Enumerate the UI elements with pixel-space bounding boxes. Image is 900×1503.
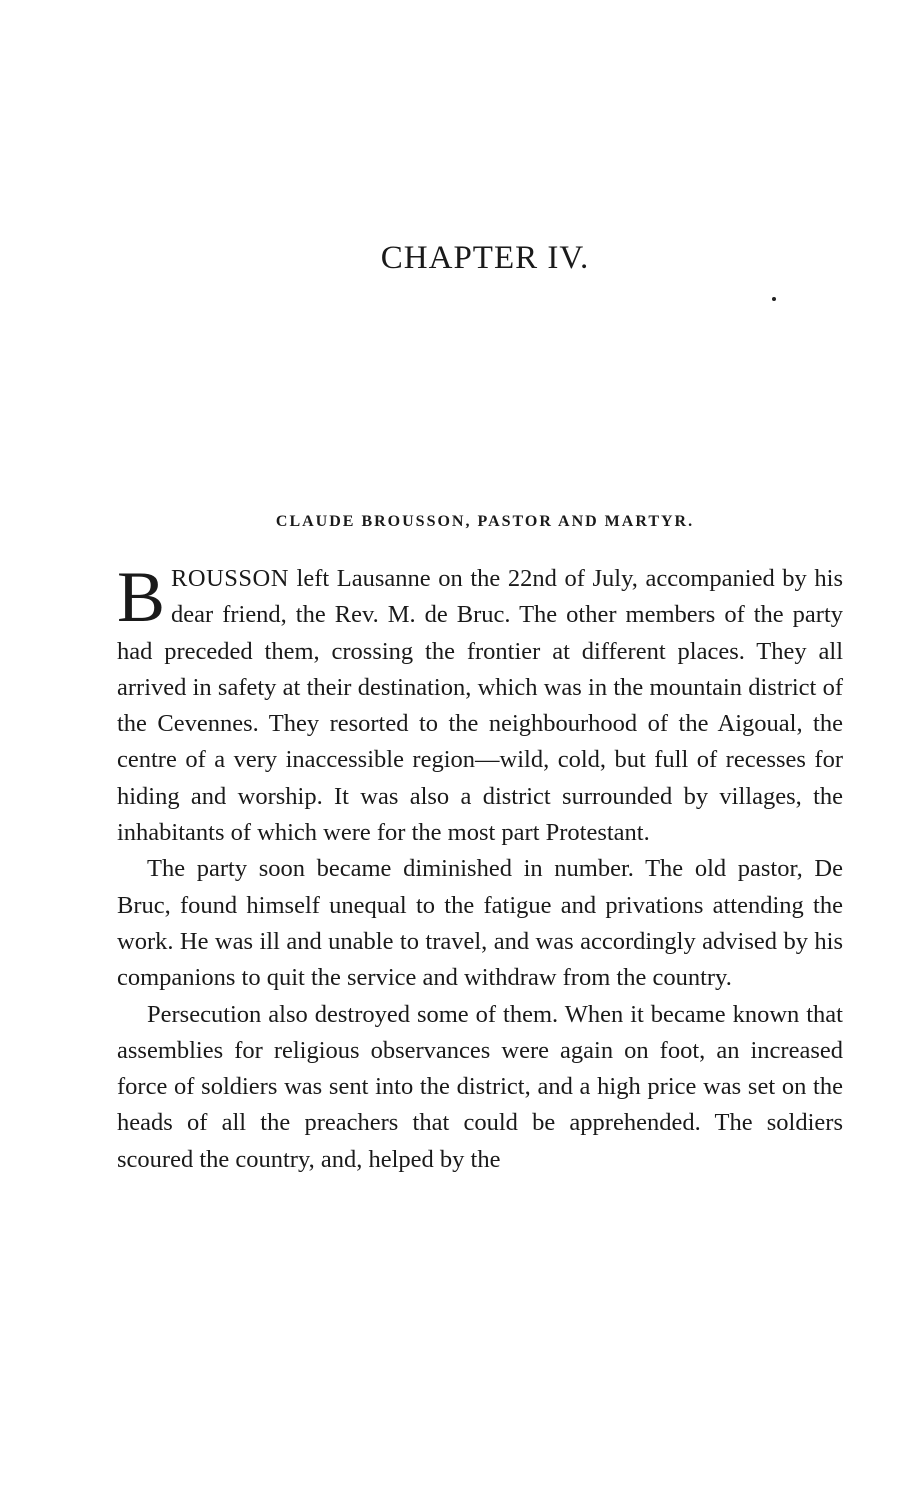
paragraph-3: Persecution also destroyed some of them. When it became known that assemblies for religious observances were again on foot, an increased force of soldiers was sent into the district, and a high price was set on the heads of all the preachers that could be apprehended. The soldiers scoured the country, and, helped by the [117,1000,843,1173]
paragraph-1-text: left Lausanne on the 22nd of July, accompanied by his dear friend, the Rev. M. de Bruc. The other members of the party had preceded them, crossing the frontier at different places. They all arrived in safety at their destination, which was in the mountain district of the Cevennes. They resorted to the neighbourhood of the Aigoual, the centre of a very inaccessible region—wild, cold, but full of recesses for hiding and worship. It was also a district surrounded by villages, the inhabitants of which were for the most part Protestant. [117,565,843,847]
body-text [117,557,843,1178]
chapter-title: CHAPTER IV. [380,240,590,276]
chapter-subtitle: CLAUDE BROUSSON, PASTOR AND MARTYR. [275,513,695,530]
drop-cap: B [117,557,166,637]
paragraph-2: The party soon became diminished in number. The old pastor, De Bruc, found himself unequal to the fatigue and privations attending the work. He was ill and unable to travel, and was accordingly advised by his companions to quit the service and withdraw from the country. [117,855,843,992]
lead-in-caps: ROUSSON [171,565,289,592]
paragraph-1 [117,557,843,851]
page-speck [772,297,776,301]
